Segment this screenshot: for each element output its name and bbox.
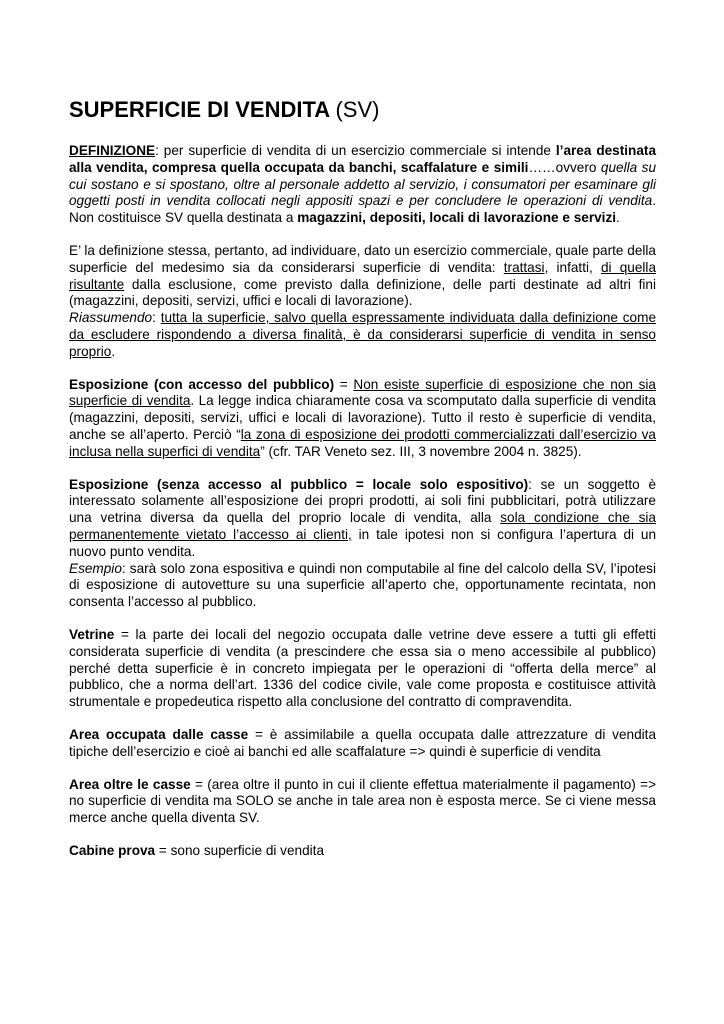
esposizione-con-accesso-underline-2: la zona di esposizione dei prodotti commercializzati dall’esercizio va inclusa nella superfici di vendita [69, 426, 656, 459]
page-title [69, 96, 656, 124]
paragraph-vetrine [69, 627, 656, 711]
esposizione-con-accesso-label: Esposizione (con accesso del pubblico) [69, 376, 335, 392]
definizione-text-2: ……ovvero [528, 159, 601, 175]
esposizione-senza-accesso-label: Esposizione (senza accesso al pubblico = locale solo espositivo) [69, 476, 529, 492]
individuazione-text-4: : [152, 310, 161, 326]
area-casse-label: Area occupata dalle casse [69, 726, 249, 742]
area-oltre-casse-label: Area oltre le casse [69, 776, 191, 792]
definizione-text-3: . Non costituisce SV quella destinata a [69, 193, 656, 226]
paragraph-esposizione-senza-accesso [69, 477, 656, 611]
cabine-prova-text: = sono superficie di vendita [155, 842, 325, 858]
esposizione-con-accesso-underline-1: Non esiste superficie di esposizione che non sia superficie di vendita [69, 376, 656, 409]
vetrine-text: = la parte dei locali del negozio occupata dalle vetrine deve essere a tutti gli effetti considerata superficie di vendita (a prescindere che essa sia o meno accessibile al pubblico) perché detta superficie è in concreto impiegata per le operazioni di “offerta della merce” al pubblico, che a norma dell’art. 1336 del codice civile, vale come proposta e costituisce attività strumentale e propedeutica rispetto alla conclusione del contratto di compravendita. [69, 626, 656, 710]
definizione-bold-2: magazzini, depositi, locali di lavorazione e servizi [297, 210, 617, 226]
paragraph-individuazione [69, 243, 656, 361]
individuazione-text-5: . [111, 343, 116, 359]
paragraph-definizione [69, 143, 656, 227]
vetrine-label: Vetrine [69, 626, 115, 642]
paragraph-cabine-prova [69, 843, 656, 860]
definizione-text-4: . [616, 210, 620, 226]
individuazione-underline-1: trattasi [503, 259, 545, 275]
area-oltre-casse-text: = (area oltre il punto in cui il cliente effettua materialmente il pagamento) => no superficie di vendita ma SOLO se anche in tale area non è esposta merce. Se ci viene messa merce anche quella diventa SV. [69, 776, 657, 826]
esposizione-senza-accesso-text-3: : sarà solo zona espositiva e quindi non computabile al fine del calcolo della SV, l’ipotesi di esposizione di autovetture su una superficie all’aperto che, opportunamente recintata, non consenta l’accesso al pubblico. [69, 560, 656, 610]
definizione-label: DEFINIZIONE [69, 143, 156, 158]
individuazione-underline-3: tutta la superficie, salvo quella espressamente individuata dalla definizione come da escludere rispondendo a diversa finalità, è da considerarsi superficie di vendita in senso proprio [69, 310, 656, 359]
paragraph-area-casse [69, 727, 656, 761]
definizione-bold-1: l’area destinata alla vendita, compresa quella occupata da banchi, scaffalature e simili [69, 143, 656, 175]
individuazione-text-1: E’ la definizione stessa, pertanto, ad individuare, dato un esercizio commerciale, quale parte della superficie del medesimo sia da considerarsi superficie di vendita: [69, 242, 656, 275]
esposizione-con-accesso-text-1: = [334, 376, 354, 392]
paragraph-area-oltre-casse [69, 777, 656, 827]
riassumendo-label: Riassumendo [69, 310, 153, 326]
esposizione-senza-accesso-text-1: : se un soggetto è interessato solamente all’esposizione dei propri prodotti, ai soli fini pubblicitari, potrà utilizzare una vetrina diversa da quella del proprio locale di vendita, alla [69, 476, 657, 526]
area-casse-text: = è assimilabile a quella occupata dalle attrezzature di vendita tipiche dell’esercizio e cioè ai banchi ed alle scaffalature => quindi è superficie di vendita [69, 726, 657, 759]
definizione-text-1: : per superficie di vendita di un esercizio commerciale si intende [155, 143, 556, 158]
paragraph-esposizione-con-accesso [69, 377, 656, 461]
individuazione-text-2: , infatti, [544, 259, 601, 275]
individuazione-text-3: dalla esclusione, come previsto dalla definizione, delle parti destinate ad altri fini (magazzini, depositi, servizi, uffici e locali di lavorazione). [69, 276, 656, 309]
document-page [69, 96, 656, 860]
title-main: SUPERFICIE DI VENDITA [69, 97, 330, 122]
esposizione-senza-accesso-underline-1: sola condizione che sia permanentemente vietato l’accesso ai clienti, [69, 510, 656, 542]
individuazione-underline-2: di quella risultante [69, 259, 657, 292]
title-abbreviation: (SV) [335, 97, 380, 122]
esposizione-senza-accesso-text-2: in tale ipotesi non si configura l’apertura di un nuovo punto vendita. [69, 526, 656, 559]
esposizione-con-accesso-text-2: . La legge indica chiaramente cosa va scomputato dalla superficie di vendita (magazzini, depositi, servizi, uffici e locali di lavorazione). Tutto il resto è superficie di vendita, anche se all’aperto. Perciò “ [69, 393, 656, 442]
cabine-prova-label: Cabine prova [69, 842, 156, 858]
esposizione-con-accesso-text-3: ” (cfr. TAR Veneto sez. III, 3 novembre 2004 n. 3825). [260, 443, 582, 459]
esempio-label: Esempio [69, 560, 122, 576]
definizione-italic-1: quella su cui sostano e si spostano, oltre al personale addetto al servizio, i consumatori per esaminare gli oggetti posti in vendita collocati negli appositi spazi e per concludere le operazioni di vendita [69, 159, 657, 209]
